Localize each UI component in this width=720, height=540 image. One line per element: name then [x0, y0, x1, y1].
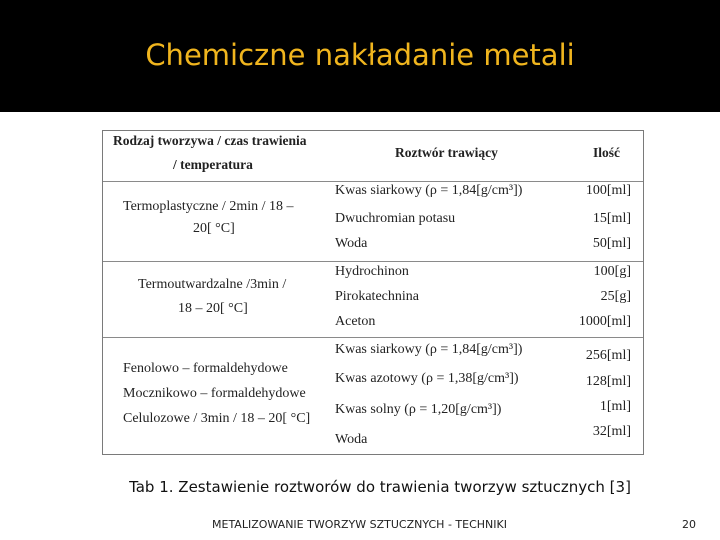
amount-cell: 1000[ml]	[578, 314, 631, 329]
slide-footer: METALIZOWANIE TWORZYW SZTUCZNYCH - TECHNIKI	[212, 518, 507, 531]
header-solution: Roztwór trawiący	[395, 145, 498, 160]
table-divider	[103, 261, 643, 262]
material-cell: Mocznikowo – formaldehydowe	[123, 386, 306, 401]
solution-cell: Kwas siarkowy (ρ = 1,84[g/cm³])	[335, 183, 523, 198]
amount-cell: 25[g]	[600, 289, 631, 304]
solution-cell: Woda	[335, 236, 368, 251]
amount-cell: 1[ml]	[599, 399, 631, 414]
header-amount: Ilość	[593, 145, 620, 160]
header-material-line2: / temperatura	[173, 157, 253, 172]
solution-cell: Kwas solny (ρ = 1,20[g/cm³])	[335, 402, 502, 417]
material-cell: Celulozowe / 3min / 18 – 20[ °C]	[123, 411, 311, 426]
amount-cell: 100[g]	[593, 264, 631, 279]
solution-cell: Dwuchromian potasu	[335, 211, 456, 226]
slide-title: Chemiczne nakładanie metali	[145, 38, 575, 72]
amount-cell: 15[ml]	[592, 211, 631, 226]
page-number: 20	[682, 518, 696, 531]
solution-cell: Hydrochinon	[335, 264, 409, 279]
solution-cell: Pirokatechnina	[335, 289, 419, 304]
solution-cell: Kwas siarkowy (ρ = 1,84[g/cm³])	[335, 342, 523, 357]
material-cell: Termoplastyczne / 2min / 18 –	[123, 199, 294, 214]
header-material-line1: Rodzaj tworzywa / czas trawienia	[113, 133, 307, 148]
solution-cell: Kwas azotowy (ρ = 1,38[g/cm³])	[335, 371, 519, 386]
solution-cell: Aceton	[335, 314, 376, 329]
amount-cell: 128[ml]	[585, 374, 631, 389]
table-caption: Tab 1. Zestawienie roztworów do trawienia tworzyw sztucznych [3]	[129, 478, 631, 496]
material-cell: 18 – 20[ °C]	[178, 301, 248, 316]
amount-cell: 256[ml]	[585, 348, 631, 363]
etching-solutions-table	[102, 130, 644, 455]
material-cell: Fenolowo – formaldehydowe	[123, 361, 288, 376]
solution-cell: Woda	[335, 432, 368, 447]
amount-cell: 50[ml]	[592, 236, 631, 251]
table-divider	[103, 337, 643, 338]
amount-cell: 100[ml]	[585, 183, 631, 198]
table-divider	[103, 181, 643, 182]
material-cell: Termoutwardzalne /3min /	[138, 277, 287, 292]
amount-cell: 32[ml]	[592, 424, 631, 439]
material-cell: 20[ °C]	[193, 221, 235, 236]
